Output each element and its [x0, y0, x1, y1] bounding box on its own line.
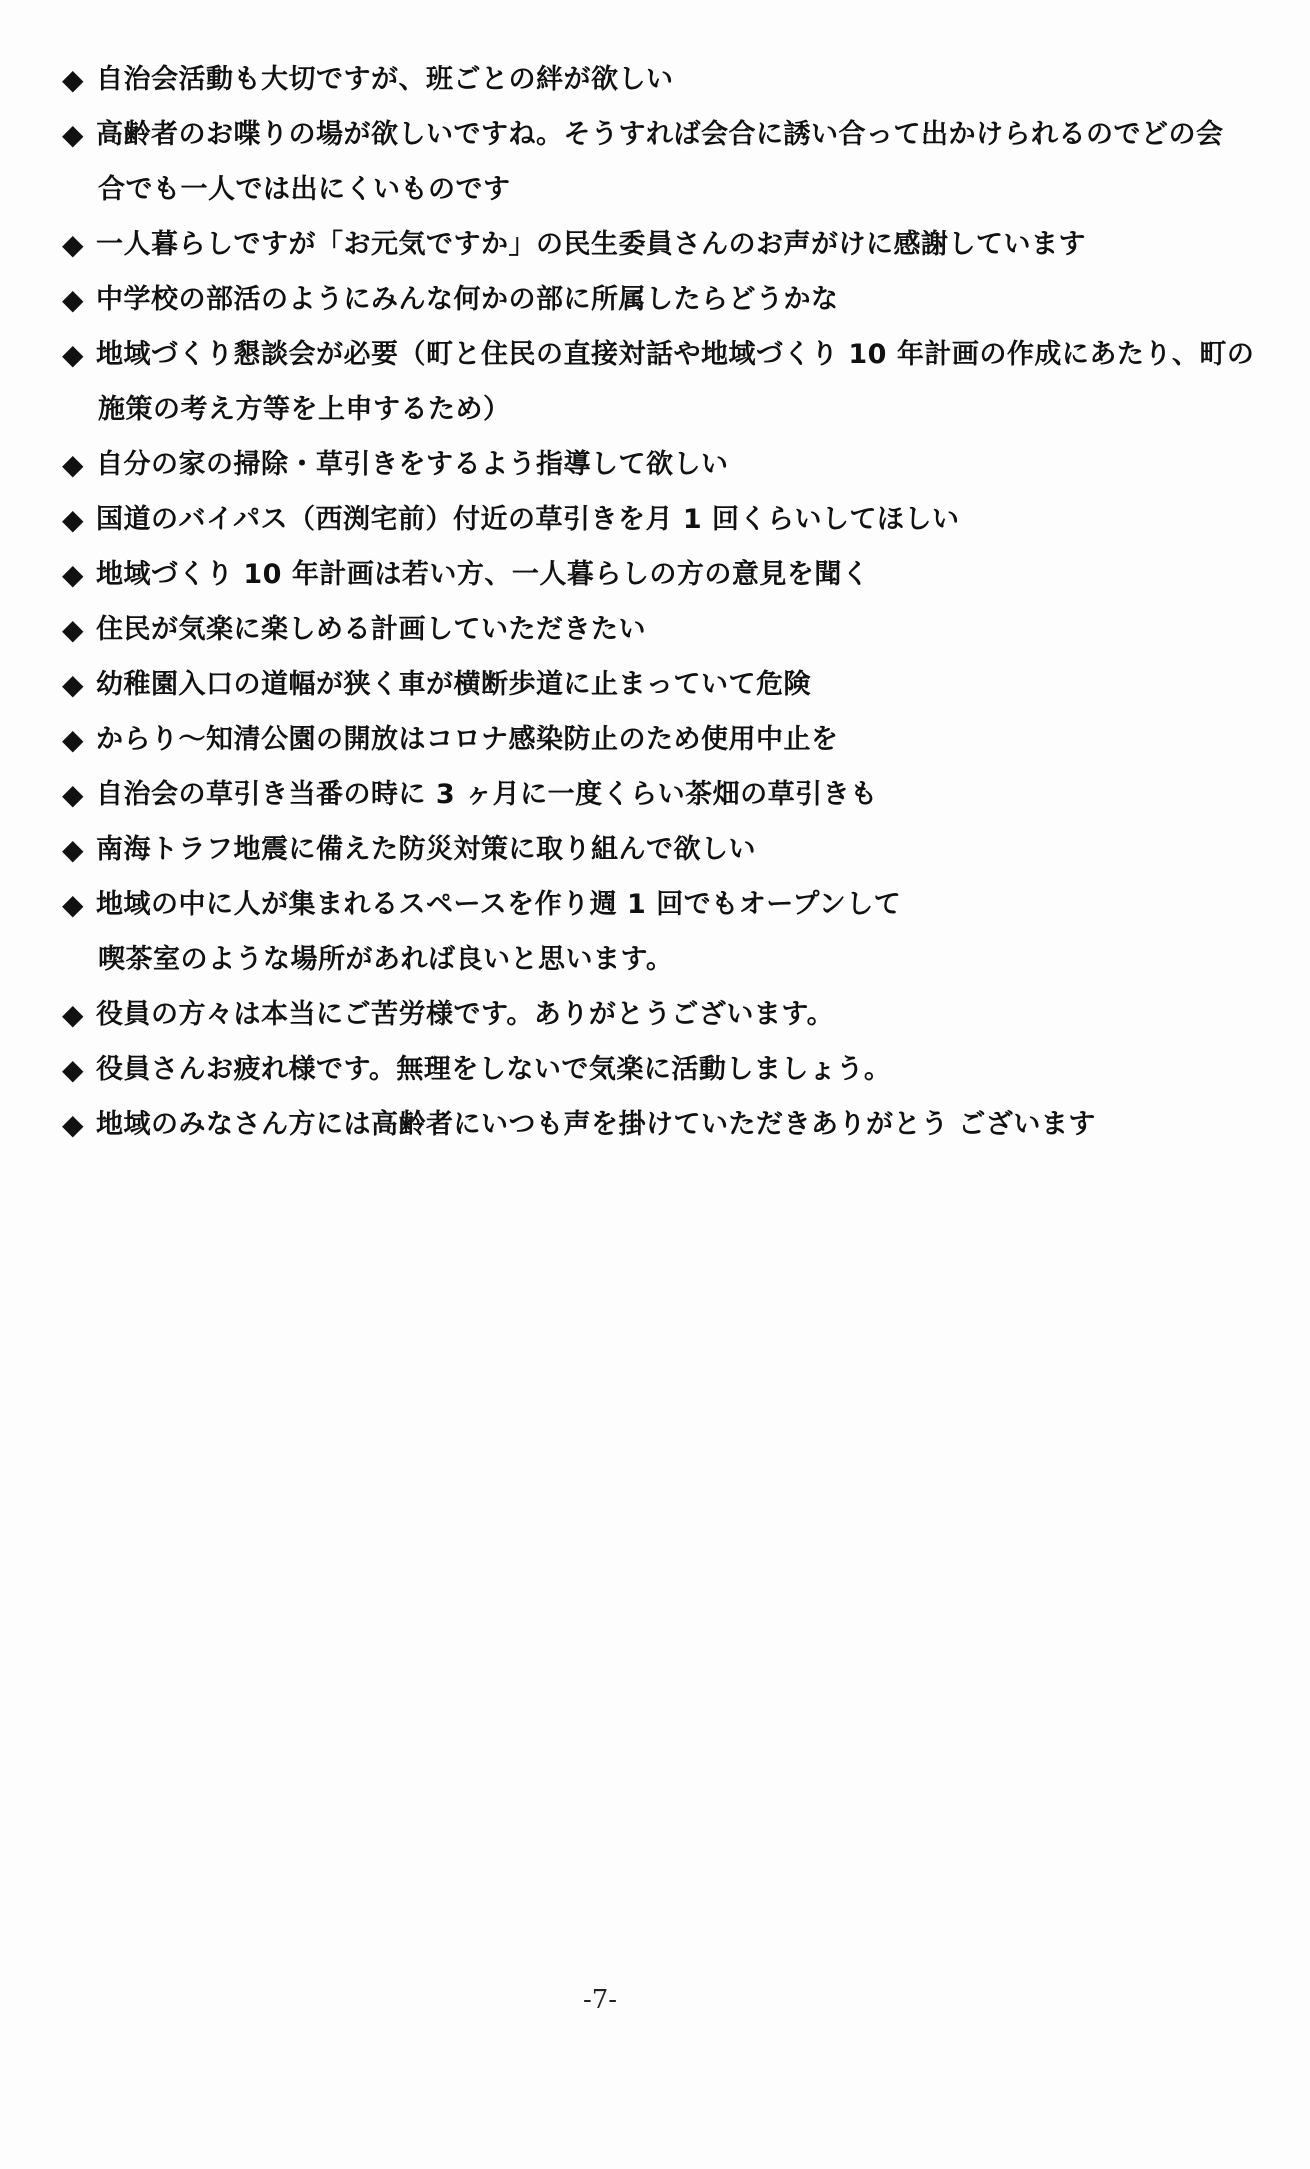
comment-item	[62, 547, 1262, 602]
comment-continuation-line: 合でも一人では出にくいものです	[98, 174, 511, 205]
page-number: -7-	[582, 1985, 618, 2015]
comment-text	[96, 492, 1262, 547]
comment-line: 役員さんお疲れ様です。無理をしないで気楽に活動しましょう。	[96, 1054, 892, 1085]
comment-line: 自分の家の掃除・草引きをするよう指導して欲しい	[96, 449, 729, 480]
comment-item	[62, 492, 1262, 547]
comment-text	[96, 1042, 1262, 1097]
comment-item	[62, 712, 1262, 767]
comment-line: 自治会の草引き当番の時に 3 ヶ月に一度くらい茶畑の草引きも	[96, 779, 878, 810]
comment-text	[96, 822, 1262, 877]
diamond-bullet-icon: ◆	[62, 558, 84, 591]
comment-line: 自治会活動も大切ですが、班ごとの絆が欲しい	[96, 64, 674, 95]
diamond-bullet-icon: ◆	[62, 503, 84, 536]
diamond-bullet-icon: ◆	[62, 833, 84, 866]
diamond-bullet-icon: ◆	[62, 228, 84, 261]
diamond-bullet-icon: ◆	[62, 338, 84, 371]
diamond-bullet-icon: ◆	[62, 63, 84, 96]
comment-text	[96, 52, 1262, 107]
diamond-bullet-icon: ◆	[62, 1108, 84, 1141]
diamond-bullet-icon: ◆	[62, 283, 84, 316]
comment-item	[62, 52, 1262, 107]
comment-text	[96, 327, 1262, 437]
comment-text	[96, 1097, 1262, 1152]
comment-text	[96, 767, 1262, 822]
comment-text	[96, 657, 1262, 712]
comment-item	[62, 217, 1262, 272]
comment-line: 地域の中に人が集まれるスペースを作り週 1 回でもオープンして	[96, 889, 902, 920]
diamond-bullet-icon: ◆	[62, 118, 84, 151]
comment-item	[62, 1097, 1262, 1152]
comment-text	[96, 437, 1262, 492]
comment-item	[62, 107, 1262, 217]
comment-line: 地域づくり 10 年計画は若い方、一人暮らしの方の意見を聞く	[96, 559, 870, 590]
comment-continuation-line: 喫茶室のような場所があれば良いと思います。	[98, 944, 674, 975]
comment-text	[96, 712, 1262, 767]
comment-item	[62, 1042, 1262, 1097]
diamond-bullet-icon: ◆	[62, 998, 84, 1031]
comment-text	[96, 602, 1262, 657]
comment-line: 国道のバイパス（西渕宅前）付近の草引きを月 1 回くらいしてほしい	[96, 504, 960, 535]
comment-item	[62, 657, 1262, 712]
comment-item	[62, 822, 1262, 877]
comment-text	[96, 217, 1262, 272]
comment-text	[96, 272, 1262, 327]
diamond-bullet-icon: ◆	[62, 778, 84, 811]
comment-continuation-line: 施策の考え方等を上申するため）	[98, 394, 511, 425]
comment-line: 役員の方々は本当にご苦労様です。ありがとうございます。	[96, 999, 835, 1030]
comment-line: 住民が気楽に楽しめる計画していただきたい	[96, 614, 646, 645]
comment-list	[62, 52, 1262, 1152]
diamond-bullet-icon: ◆	[62, 613, 84, 646]
comment-item	[62, 602, 1262, 657]
comment-item	[62, 327, 1262, 437]
comment-line: 地域づくり懇談会が必要（町と住民の直接対話や地域づくり 10 年計画の作成にあたり、町の	[96, 339, 1255, 370]
diamond-bullet-icon: ◆	[62, 448, 84, 481]
comment-line: 幼稚園入口の道幅が狭く車が横断歩道に止まっていて危険	[96, 669, 811, 700]
comment-line: 地域のみなさん方には高齢者にいつも声を掛けていただきありがとう ございます	[96, 1109, 1096, 1140]
diamond-bullet-icon: ◆	[62, 723, 84, 756]
comment-text	[96, 877, 1262, 987]
diamond-bullet-icon: ◆	[62, 1053, 84, 1086]
diamond-bullet-icon: ◆	[62, 668, 84, 701]
comment-item	[62, 767, 1262, 822]
comment-item	[62, 877, 1262, 987]
comment-item	[62, 437, 1262, 492]
diamond-bullet-icon: ◆	[62, 888, 84, 921]
comment-text	[96, 107, 1262, 217]
comment-item	[62, 987, 1262, 1042]
comment-item	[62, 272, 1262, 327]
comment-line: 高齢者のお喋りの場が欲しいですね。そうすれば会合に誘い合って出かけられるのでどの会	[96, 119, 1224, 150]
comment-line: 一人暮らしですが「お元気ですか」の民生委員さんのお声がけに感謝しています	[96, 229, 1086, 260]
comment-text	[96, 547, 1262, 602]
comment-text	[96, 987, 1262, 1042]
comment-line: 中学校の部活のようにみんな何かの部に所属したらどうかな	[96, 284, 839, 315]
comment-line: からり～知清公園の開放はコロナ感染防止のため使用中止を	[96, 724, 839, 755]
comment-line: 南海トラフ地震に備えた防災対策に取り組んで欲しい	[96, 834, 756, 865]
